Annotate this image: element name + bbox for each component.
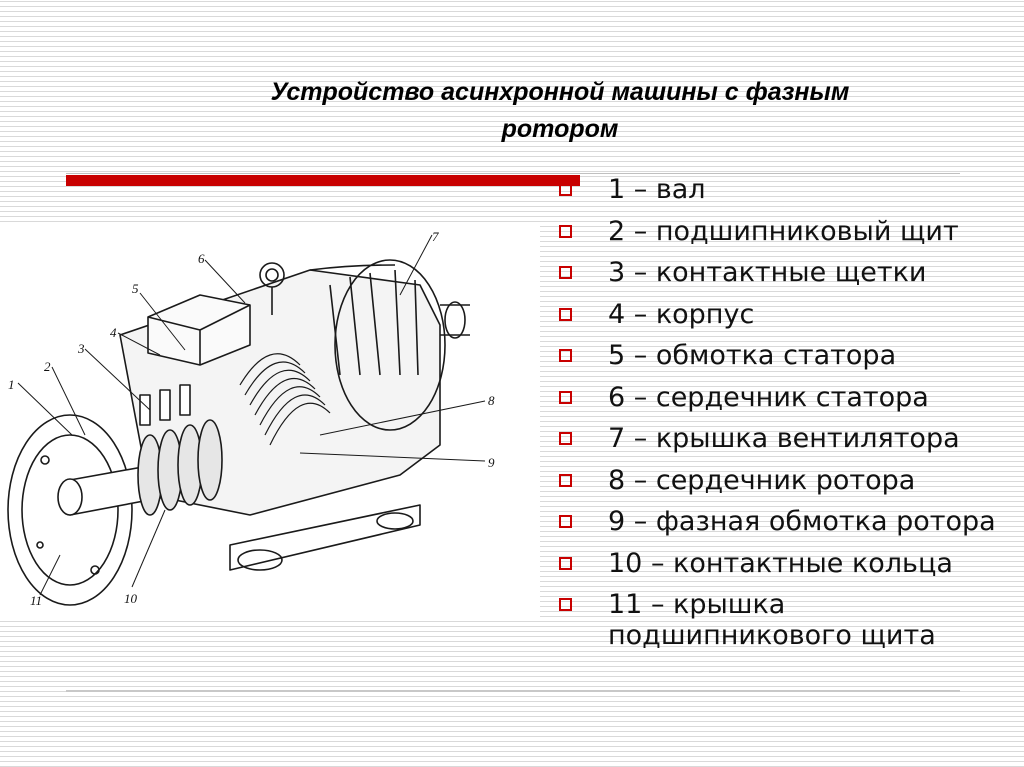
square-bullet-icon — [559, 515, 572, 528]
square-bullet-icon — [559, 391, 572, 404]
legend-item — [556, 382, 1022, 413]
square-bullet-icon — [559, 349, 572, 362]
diagram-label-4: 4 — [110, 325, 117, 340]
legend-item — [556, 423, 1022, 454]
slide-title — [150, 74, 970, 148]
legend-item-text: 1 – вал — [608, 174, 706, 205]
machine-diagram — [0, 225, 540, 620]
legend-item — [556, 506, 1022, 537]
legend-item-text: 5 – обмотка статора — [608, 340, 897, 371]
title-accent-bar — [66, 175, 580, 186]
legend-item-text: 11 – крышка подшипникового щита — [608, 589, 936, 651]
legend-item-text: 3 – контактные щетки — [608, 257, 927, 288]
diagram-label-9: 9 — [488, 455, 495, 470]
square-bullet-icon — [559, 557, 572, 570]
machine-diagram-svg — [0, 225, 540, 620]
square-bullet-icon — [559, 432, 572, 445]
legend-item-text: 9 – фазная обмотка ротора — [608, 506, 996, 537]
diagram-label-2: 2 — [44, 359, 51, 374]
square-bullet-icon — [559, 183, 572, 196]
square-bullet-icon — [559, 266, 572, 279]
square-bullet-icon — [559, 474, 572, 487]
legend-item-text: 7 – крышка вентилятора — [608, 423, 960, 454]
legend-item — [556, 257, 1022, 288]
diagram-label-8: 8 — [488, 393, 495, 408]
bottom-divider-line — [66, 690, 960, 692]
legend-item — [556, 465, 1022, 496]
square-bullet-icon — [559, 308, 572, 321]
diagram-label-5: 5 — [132, 281, 139, 296]
legend-item-text: 8 – сердечник ротора — [608, 464, 916, 496]
slide-title-line-1: Устройство асинхронной машины с фазным — [270, 78, 850, 106]
square-bullet-icon — [559, 225, 572, 238]
legend-item — [556, 174, 1022, 205]
diagram-label-10: 10 — [124, 591, 137, 606]
legend-item-text: 4 – корпус — [608, 298, 755, 330]
parts-legend — [556, 174, 1022, 662]
diagram-label-11: 11 — [30, 593, 43, 608]
legend-item-text: 10 – контактные кольца — [608, 547, 953, 579]
legend-item — [556, 548, 1022, 579]
legend-item-text: 6 – сердечник статора — [608, 381, 929, 413]
diagram-label-6: 6 — [198, 251, 205, 266]
diagram-label-3: 3 — [78, 341, 85, 356]
legend-item-text: 2 – подшипниковый щит — [608, 215, 959, 247]
diagram-label-1: 1 — [8, 377, 15, 392]
legend-item — [556, 340, 1022, 371]
legend-item — [556, 216, 1022, 247]
legend-item — [556, 299, 1022, 330]
square-bullet-icon — [559, 598, 572, 611]
legend-item — [556, 589, 1022, 651]
slide-title-line-2: ротором — [501, 115, 619, 143]
diagram-label-7: 7 — [432, 229, 439, 244]
